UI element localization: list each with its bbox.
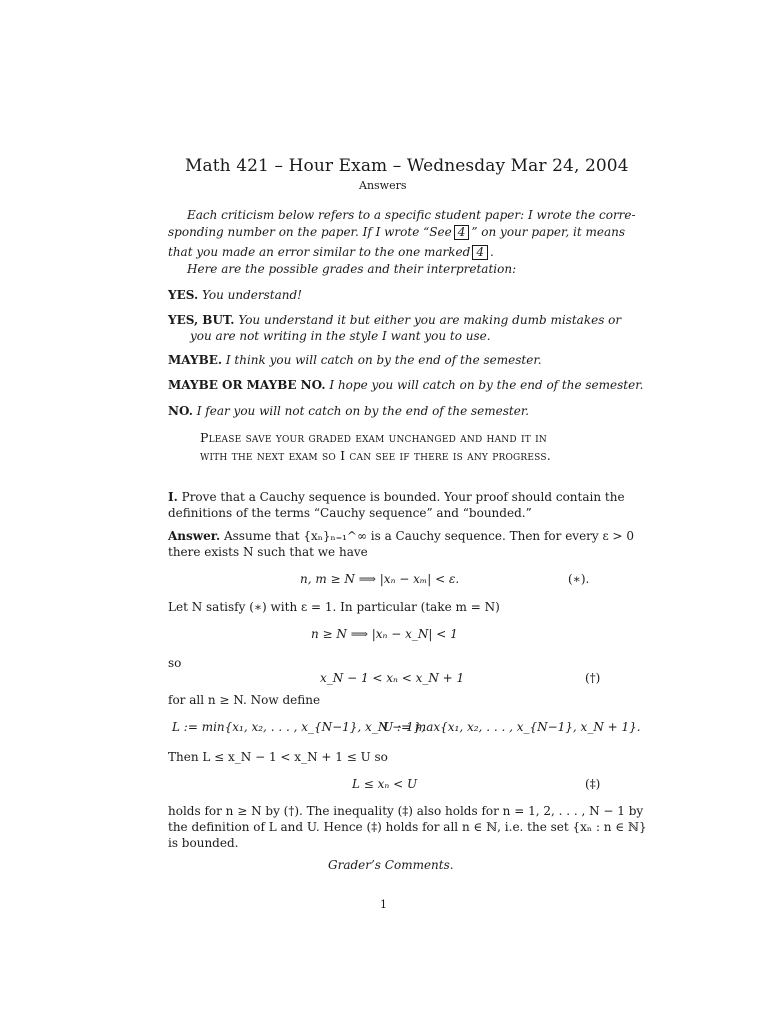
grade-no [168,403,529,420]
grade-label: MAYBE OR MAYBE NO. [168,378,326,392]
equation-U-definition: U := max{x₁, x₂, . . . , x_{N−1}, x_N + 1}. [383,720,641,734]
grade-label: YES, BUT. [168,313,235,327]
grade-yes [168,287,302,304]
grade-yes-but [168,312,621,329]
intro-line-2 [168,224,625,241]
grade-yes-but-continued: you are not writing in the style I want you to use. [190,329,491,343]
problem-label: I. [168,490,178,504]
equation-cauchy: n, m ≥ N ⟹ |xₙ − xₘ| < ε. [300,572,460,586]
notice-line-1: Please save your graded exam unchanged and hand it in [200,430,547,445]
answer-line-3: Let N satisfy (∗) with ε = 1. In particular (take m = N) [168,600,500,614]
intro-line-2-start: sponding number on the paper. If I wrote “See [168,225,452,239]
grade-label: NO. [168,404,193,418]
intro-line-3 [168,244,494,261]
grade-label: MAYBE. [168,353,223,367]
intro-line-3-start: that you made an error similar to the one marked [168,245,471,259]
grade-text: You understand! [201,288,302,302]
intro-line-4: Here are the possible grades and their interpretation: [187,262,517,276]
answer-line-9: is bounded. [168,836,239,850]
page-subtitle: Answers [359,179,407,192]
answer-line-8: the definition of L and U. Hence (‡) holds for all n ∈ ℕ, i.e. the set {xₙ : n ∈ ℕ} [168,820,647,834]
grade-text: You understand it but either you are making dumb mistakes or [238,313,622,327]
grade-maybe [168,352,542,369]
grade-text: I think you will catch on by the end of the semester. [225,353,542,367]
answer-line-5: for all n ≥ N. Now define [168,693,321,707]
intro-line-1: Each criticism below refers to a specific student paper: I wrote the corre- [187,208,636,222]
intro-line-2-end: ” on your paper, it means [471,225,625,239]
problem-statement [168,489,625,506]
equation-n-geq-N: n ≥ N ⟹ |xₙ − x_N| < 1 [311,627,458,641]
notice-line-2: with the next exam so I can see if there is any progress. [200,448,551,463]
answer-text-1: Assume that {xₙ}ₙ₌₁^∞ is a Cauchy sequence. Then for every ε > 0 [223,529,635,543]
answer-label: Answer. [168,529,221,543]
problem-line-1: Prove that a Cauchy sequence is bounded. Your proof should contain the [181,490,625,504]
grade-text: I fear you will not catch on by the end of the semester. [196,404,530,418]
answer-line-6: Then L ≤ x_N − 1 < x_N + 1 ≤ U so [168,750,388,764]
grade-maybe-or-maybe-no [168,377,643,394]
equation-tag-star: (∗). [568,572,590,586]
answer-line-2: there exists N such that we have [168,545,368,559]
intro-line-3-end: . [489,245,494,259]
page-title: Math 421 – Hour Exam – Wednesday Mar 24, 2004 [185,156,629,176]
criticism-number-box-2: 4 [472,245,488,260]
equation-L-definition: L := min{x₁, x₂, . . . , x_{N−1}, x_N − 1}, [172,720,426,734]
equation-tag-double-dagger: (‡) [585,777,601,791]
grade-label: YES. [168,288,199,302]
answer-line-7: holds for n ≥ N by (†). The inequality (‡) also holds for n = 1, 2, . . . , N − 1 by [168,804,644,818]
equation-double-dagger: L ≤ xₙ < U [352,777,418,791]
graders-comments-heading: Grader’s Comments. [328,858,454,872]
equation-dagger: x_N − 1 < xₙ < x_N + 1 [320,671,465,685]
problem-line-2: definitions of the terms “Cauchy sequence” and “bounded.” [168,506,532,520]
grade-text: I hope you will catch on by the end of the semester. [329,378,644,392]
answer-line-4: so [168,656,182,670]
equation-tag-dagger: (†) [585,671,601,685]
answer-line-1 [168,528,634,545]
criticism-number-box: 4 [454,225,470,240]
page-number: 1 [380,898,387,911]
